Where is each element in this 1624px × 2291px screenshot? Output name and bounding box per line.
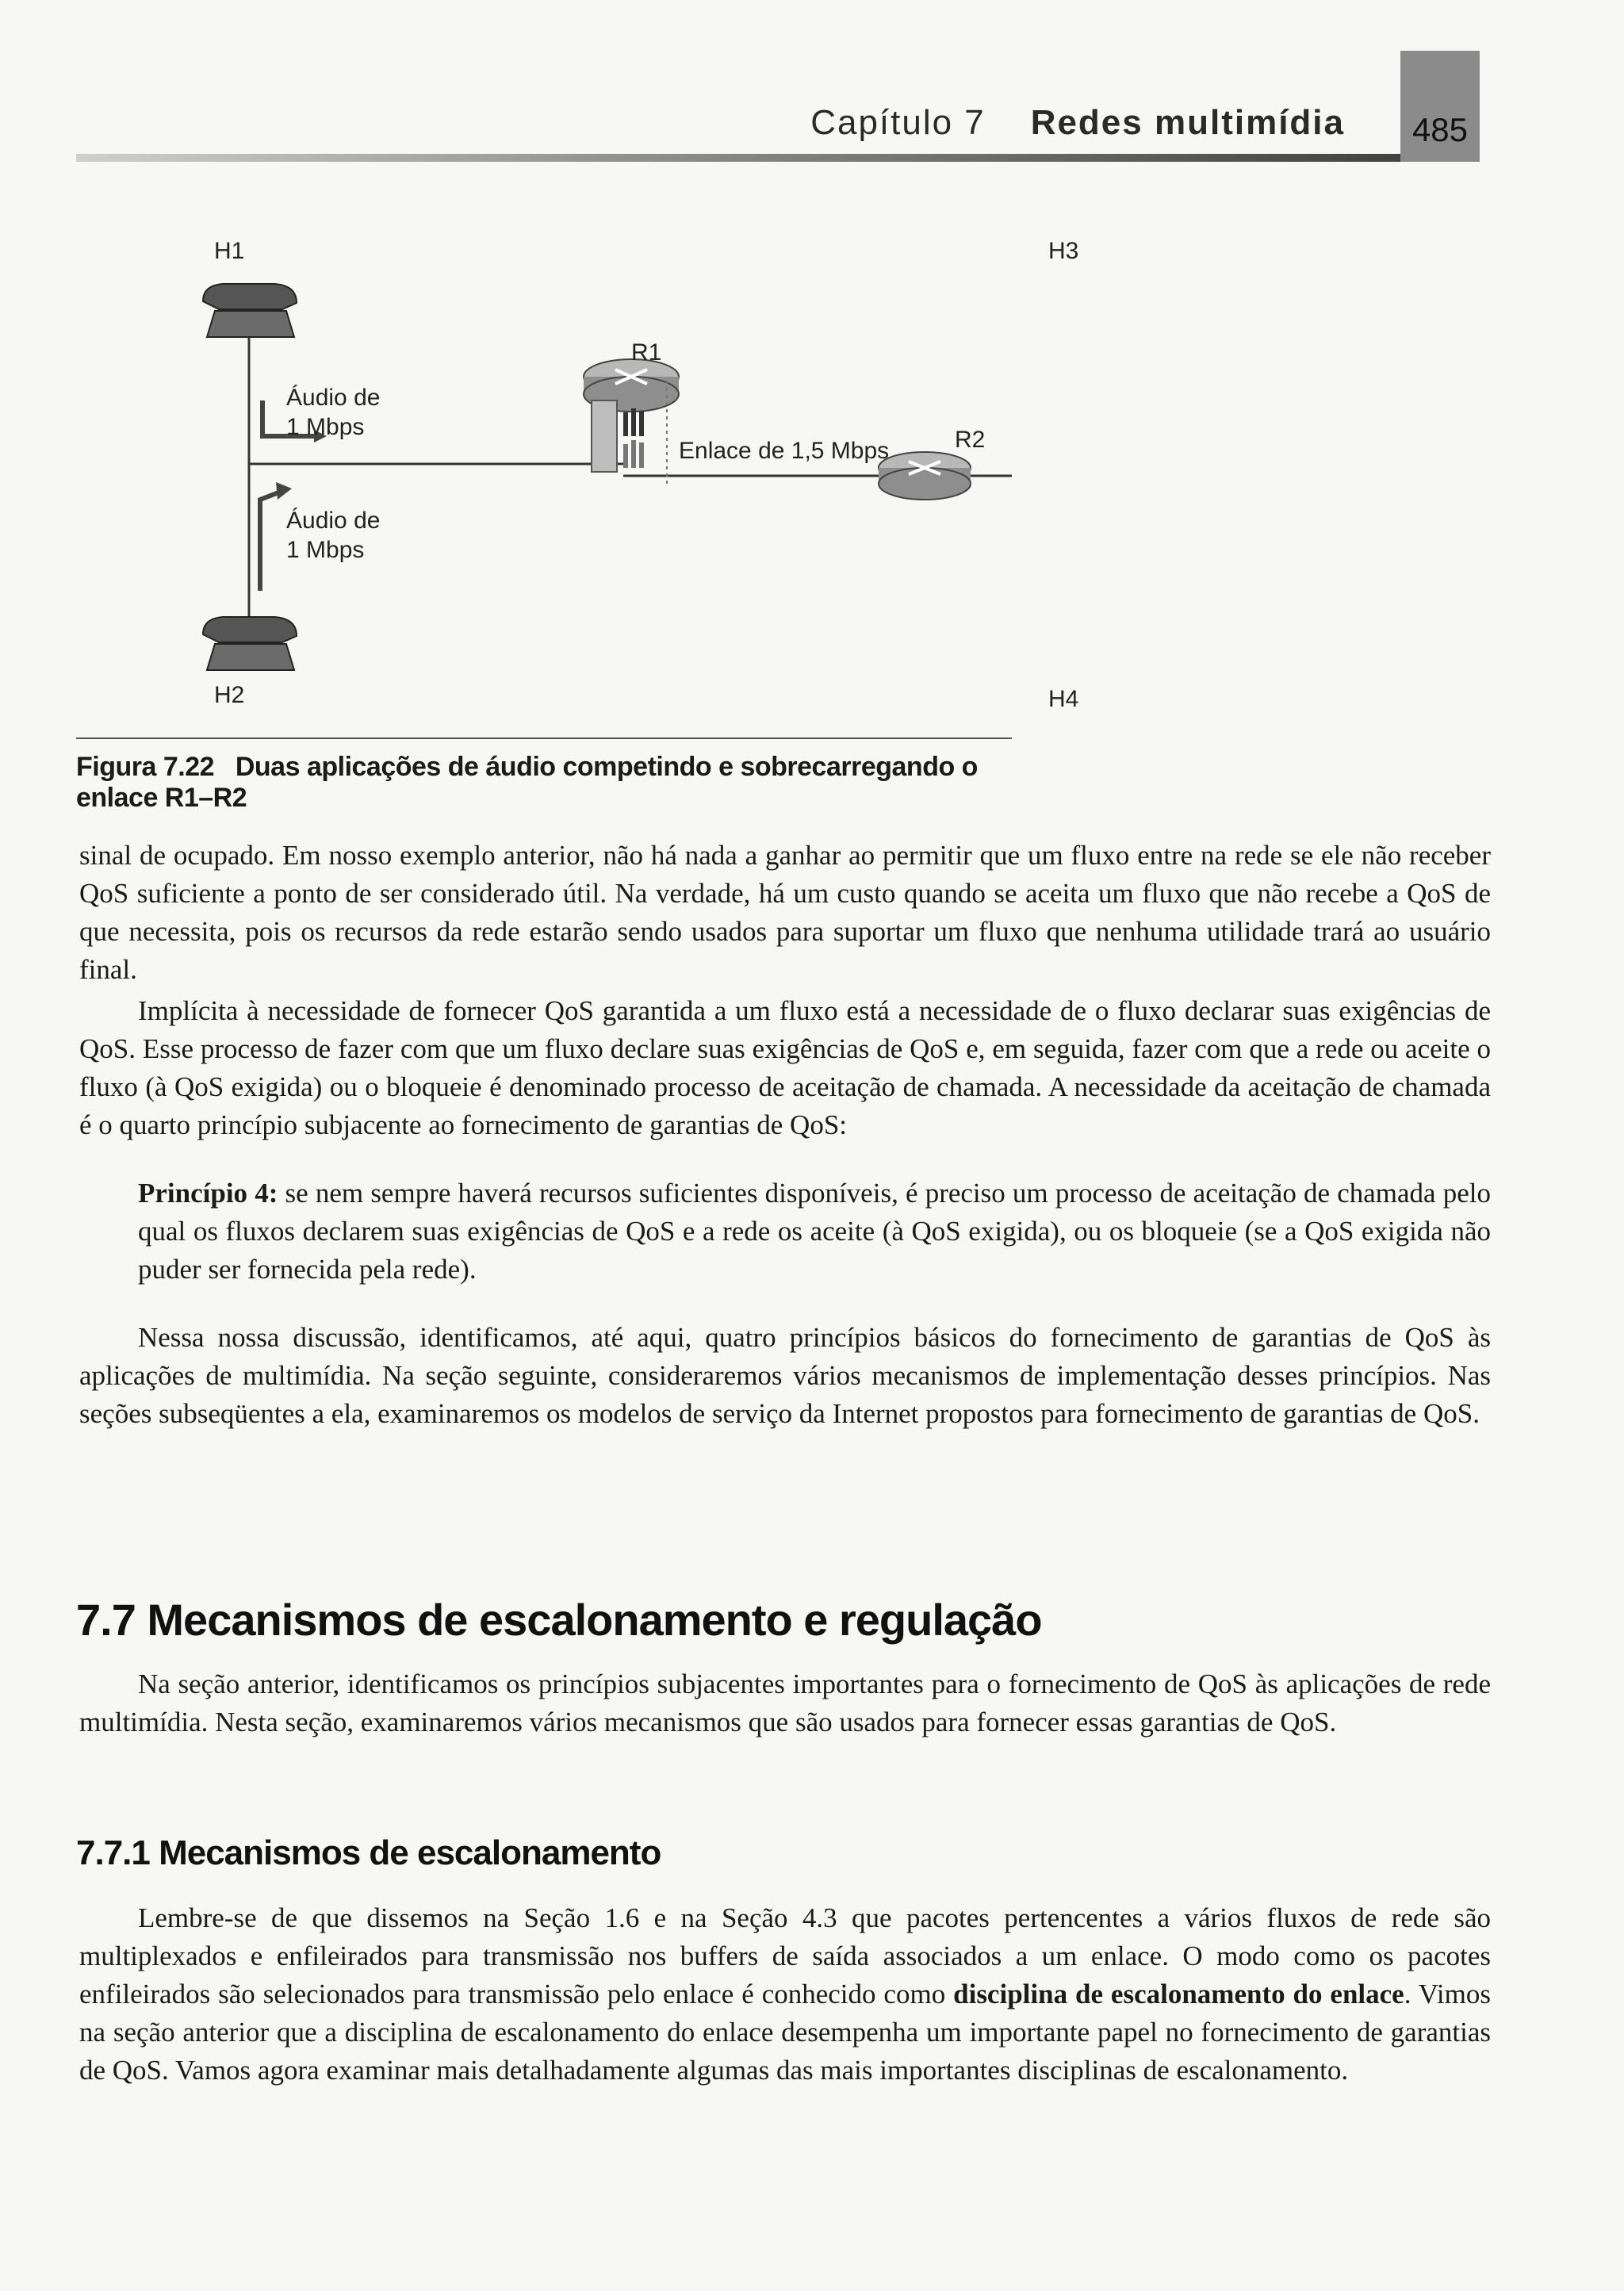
body-text-section-7-7-1	[79, 1899, 1491, 2090]
router-r2-label: R2	[955, 427, 986, 453]
paragraph-4: Na seção anterior, identificamos os princípios subjacentes importantes para o fornecimento de QoS às aplicações de rede multimídia. Nesta seção, examinaremos vários mecanismos que são usados para fornecer essas garantias de QoS.	[79, 1668, 1491, 1737]
network-figure	[76, 230, 1079, 753]
arrowhead-icon	[276, 482, 292, 500]
section-heading-7-7-1: 7.7.1 Mecanismos de escalonamento	[76, 1833, 661, 1872]
figure-caption	[76, 737, 1012, 814]
paragraph-5-part-b: . Vimos na seção anterior que a disciplina de escalonamento do enlace desempenha um importante papel no fornecimento de garantias de QoS. Vamos agora examinar mais detalhadamente algumas das mais importantes disciplinas de escalonamento.	[79, 1979, 1491, 2086]
page-number: 485	[1400, 51, 1480, 162]
caption-text: Duas aplicações de áudio competindo e sobrecarregando o enlace R1–R2	[76, 752, 978, 813]
section-heading-7-7: 7.7 Mecanismos de escalonamento e regulação	[76, 1595, 1042, 1645]
host-h1-label: H1	[214, 238, 245, 264]
principle-label: Princípio 4:	[138, 1178, 278, 1209]
router-r2-icon	[879, 452, 971, 500]
phone-h2-icon	[203, 617, 297, 670]
principle-text: se nem sempre haverá recursos suficientes disponíveis, é preciso um processo de aceitação de chamada pelo qual os fluxos declarem suas exigências de QoS e a rede os aceite (à QoS exigida), ou os bloqueie (se a QoS exigida não puder ser fornecida pela rede).	[138, 1178, 1491, 1285]
principle-4	[79, 1174, 1491, 1289]
paragraph-5-emphasis: disciplina de escalonamento do enlace	[953, 1979, 1404, 2009]
chapter-title: Redes multimídia	[1030, 103, 1345, 142]
paragraph-3: Nessa nossa discussão, identificamos, até aqui, quatro princípios básicos do fornecimento de garantias de QoS às aplicações de multimídia. Na seção seguinte, consideraremos vários mecanismos de implementação desses princípios. Nas seções subseqüentes a ela, examinaremos os modelos de serviço da Internet propostos para fornecimento de garantias de QoS.	[79, 1322, 1491, 1429]
header-rule	[76, 154, 1480, 162]
router-r1-label: R1	[631, 339, 662, 366]
host-h4-label: H4	[1048, 686, 1079, 712]
body-text-upper	[79, 837, 1491, 1433]
audio-bottom-label-2: 1 Mbps	[286, 537, 365, 563]
paragraph-2: Implícita à necessidade de fornecer QoS garantida a um fluxo está a necessidade de o fluxo declarar suas exigências de QoS. Esse processo de fazer com que um fluxo declare suas exigências de QoS e, em seguida, fazer com que a rede ou aceite o fluxo (à QoS exigida) ou o bloqueie é denominado processo de aceitação de chamada. A necessidade da aceitação de chamada é o quarto princípio subjacente ao fornecimento de garantias de QoS:	[79, 995, 1491, 1140]
chapter-heading	[810, 103, 1345, 143]
caption-prefix: Figura 7.22	[76, 752, 215, 782]
chapter-label: Capítulo 7	[810, 103, 986, 142]
host-h3-label: H3	[1048, 238, 1079, 264]
paragraph-5-part-a: Lembre-se de que dissemos na Seção 1.6 e na Seção 4.3 que pacotes pertencentes a vários fluxos de rede são multiplexados e enfileirados para transmissão nos buffers de saída associados a um enlace. O modo como os pacotes enfileirados são selecionados para transmissão pelo enlace é conhecido como	[79, 1902, 1491, 2009]
paragraph-1: sinal de ocupado. Em nosso exemplo anterior, não há nada a ganhar ao permitir que um fluxo entre na rede se ele não receber QoS suficiente a ponto de ser considerado útil. Na verdade, há um custo quando se aceita um fluxo que não recebe a QoS de que necessita, pois os recursos da rede estarão sendo usados para suportar um fluxo que nenhuma utilidade trará ao usuário final.	[79, 840, 1491, 985]
audio-top-label-1: Áudio de	[286, 385, 381, 411]
body-text-section-7-7	[79, 1665, 1491, 1741]
phone-h1-icon	[203, 284, 297, 337]
paragraph-5	[79, 1899, 1491, 2090]
running-header	[76, 86, 1480, 162]
audio-flow-bottom-arrow	[260, 492, 281, 591]
host-h2-label: H2	[214, 682, 245, 708]
link-label: Enlace de 1,5 Mbps	[679, 438, 890, 464]
network-diagram	[76, 230, 1012, 737]
audio-top-label-2: 1 Mbps	[286, 414, 365, 440]
audio-bottom-label-1: Áudio de	[286, 508, 381, 534]
